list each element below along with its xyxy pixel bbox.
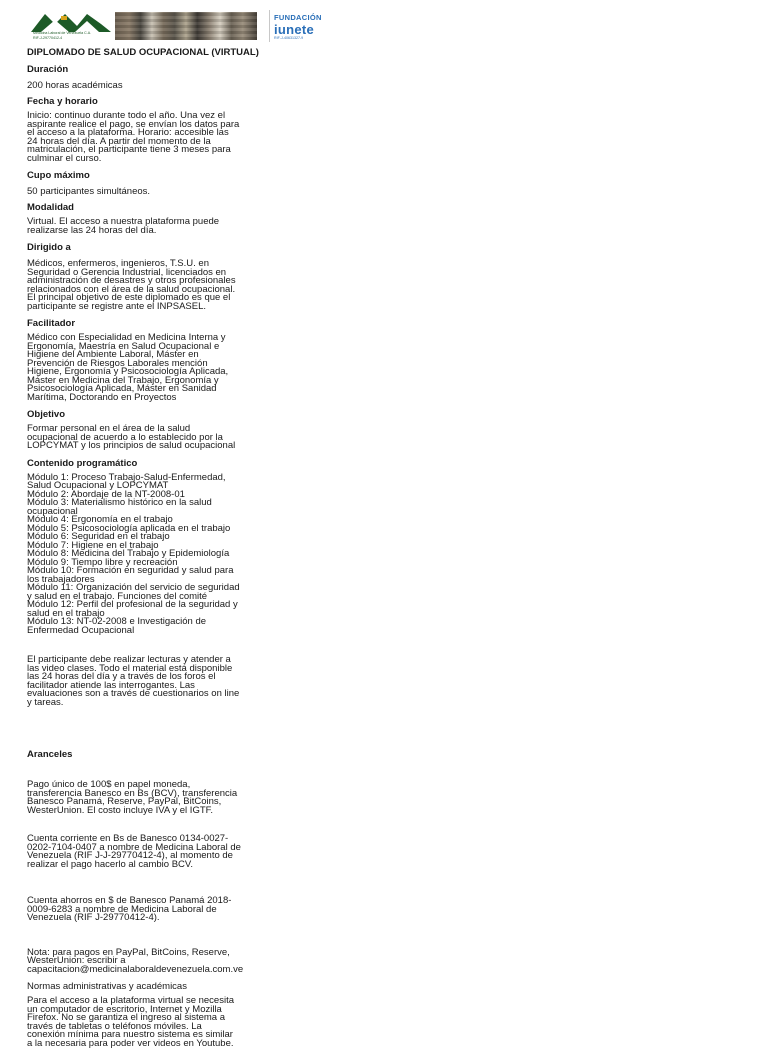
logo-rif: RIF-J-29770412-4 bbox=[33, 36, 63, 40]
header-photo bbox=[115, 12, 257, 40]
facilitador-text bbox=[27, 334, 312, 402]
text-line: transferencia Banesco en Bs (BCV), transferencia bbox=[27, 787, 238, 799]
text-line: conexión mínima para nuestro sistema es similar bbox=[27, 1029, 233, 1040]
text-line: Higiene del Ambiente Laboral, Máster en bbox=[27, 349, 199, 360]
fecha-text bbox=[27, 112, 312, 163]
text-line: 0009-6283 a nombre de Medicina Laboral de bbox=[27, 903, 217, 915]
module-line: Módulo 3: Materialismo histórico en la salud bbox=[27, 497, 212, 508]
heading-cupo: Cupo máximo bbox=[27, 170, 90, 181]
module-line: Salud Ocupacional y LOPCYMAT bbox=[27, 480, 169, 491]
cupo-text: 50 participantes simultáneos. bbox=[27, 186, 151, 197]
text-line: Virtual. El acceso a nuestra plataforma puede bbox=[27, 216, 220, 227]
text-line: través de tabletas o teléfonos móviles. La bbox=[27, 1020, 202, 1032]
text-line: Para el acceso a la plataforma virtual se necesita bbox=[27, 995, 234, 1006]
email-text: capacitacion@medicinalaboraldevenezuela.com.ve bbox=[27, 963, 244, 975]
module-line: Módulo 8: Medicina del Trabajo y Epidemiología bbox=[27, 548, 230, 559]
text-line: Pago único de 100$ en papel moneda, bbox=[27, 779, 191, 790]
mountain-logo-icon bbox=[31, 12, 111, 32]
text-line: Cuenta ahorros en $ de Banesco Panamá 2018- bbox=[27, 895, 232, 906]
text-line: evaluaciones son a través de cuestionarios on line bbox=[27, 688, 240, 699]
text-line: participante se registre ante el INPSASEL. bbox=[27, 300, 207, 312]
module-line: Módulo 1: Proceso Trabajo-Salud-Enfermedad, bbox=[27, 471, 226, 483]
text-line: Venezuela (RIF J-J-29770412-4), al momento de bbox=[27, 850, 233, 861]
objetivo-text bbox=[27, 425, 312, 451]
text-line: Psicosociología Aplicada, Máster en Sanidad bbox=[27, 383, 217, 394]
text-line: Firefox. No se garantiza el ingreso al sistema a bbox=[27, 1012, 226, 1023]
heading-facilitador: Facilitador bbox=[27, 318, 76, 329]
text-line: administración de desastres y otros profesionales bbox=[27, 275, 236, 286]
participante-text bbox=[27, 656, 312, 707]
module-line: los trabajadores bbox=[27, 573, 95, 585]
dirigido-text bbox=[27, 260, 312, 311]
text-line: Formar personal en el área de la salud bbox=[27, 423, 191, 434]
text-line: Prevención de Riesgos Laborales mención bbox=[27, 357, 208, 369]
text-line: Venezuela (RIF J-29770412-4). bbox=[27, 912, 160, 923]
text-line: y tareas. bbox=[27, 696, 64, 708]
text-line: culminar el curso. bbox=[27, 152, 102, 164]
module-line: Enfermedad Ocupacional bbox=[27, 624, 135, 636]
text-line: facilitador atiende las interrogantes. Las bbox=[27, 679, 195, 691]
text-line: Banesco Panamá, Reserve, PayPal, BitCoins, bbox=[27, 796, 222, 807]
pago-text bbox=[27, 781, 312, 815]
module-line: Módulo 11: Organización del servicio de seguridad bbox=[27, 582, 240, 593]
text-line: el acceso a la plataforma. Horario: accesible las bbox=[27, 127, 229, 138]
heading-contenido: Contenido programático bbox=[27, 457, 138, 469]
module-line: Módulo 13: NT-02-2008 e Investigación de bbox=[27, 616, 207, 627]
contenido-list bbox=[27, 471, 312, 636]
module-line: Módulo 7: Higiene en el trabajo bbox=[27, 539, 159, 551]
text-line: Higiene, Ergonomía y Psicosociología Aplicada, bbox=[27, 366, 229, 377]
module-line: Módulo 9: Tiempo libre y recreación bbox=[27, 556, 178, 568]
text-line: las video clases. Todo el material está disponible bbox=[27, 662, 233, 674]
text-line: las 24 horas del día y a través de los foros el bbox=[27, 671, 216, 682]
text-line: Cuenta corriente en Bs de Banesco 0134-0027- bbox=[27, 833, 229, 844]
module-line: Módulo 4: Ergonomía en el trabajo bbox=[27, 514, 173, 525]
module-line: y salud en el trabajo. Funciones del comité bbox=[27, 590, 208, 602]
module-line: salud en el trabajo bbox=[27, 607, 105, 619]
module-line: Módulo 5: Psicosociología aplicada en el trabajo bbox=[27, 522, 231, 534]
heading-duracion: Duración bbox=[27, 64, 69, 75]
text-line: ocupacional de acuerdo a lo establecido por la bbox=[27, 431, 223, 443]
text-line: 24 horas del día. A partir del momento de la bbox=[27, 135, 211, 147]
module-line: ocupacional bbox=[27, 505, 78, 517]
text-line: a la necesaria para poder ver videos en Youtube. bbox=[27, 1037, 234, 1049]
text-line: Ergonomía, Maestría en Salud Ocupacional e bbox=[27, 340, 220, 352]
text-line: un computador de escritorio, Internet y Mozilla bbox=[27, 1003, 222, 1015]
text-line: realizarse las 24 horas del día. bbox=[27, 224, 157, 236]
cuenta-ahorros-text bbox=[27, 897, 312, 923]
text-line: Médicos, enfermeros, ingenieros, T.S.U. en bbox=[27, 258, 209, 269]
iunete-label: iunete bbox=[274, 21, 315, 37]
text-line: LOPCYMAT y los principios de salud ocupacional bbox=[27, 440, 236, 451]
heading-aranceles: Aranceles bbox=[27, 749, 73, 760]
text-line: WesterUnion. El costo incluye IVA y el IGTF. bbox=[27, 804, 214, 816]
text-line: El participante debe realizar lecturas y atender a bbox=[27, 654, 231, 665]
cuenta-corriente-text bbox=[27, 835, 312, 869]
iunete-rif: RIF-J-40631327-9 bbox=[274, 35, 304, 40]
normas-text bbox=[27, 997, 312, 1048]
text-line: matriculación, el participante tiene 3 meses para bbox=[27, 144, 231, 155]
text-line: 0202-7104-0407 a nombre de Medicina Laboral de bbox=[27, 841, 241, 853]
fundacion-label: FUNDACIÓN bbox=[274, 13, 322, 22]
nota-text bbox=[27, 946, 312, 975]
document-header bbox=[27, 8, 322, 44]
text-line: aspirante realice el pago, se envían los datos para bbox=[27, 118, 240, 130]
document bbox=[27, 8, 322, 1049]
text-line: Máster en Medicina del Trabajo, Ergonomía y bbox=[27, 374, 219, 386]
logo-caption: Medicina Laboral de Venezuela C.A. bbox=[33, 31, 92, 35]
text-line: El principal objetivo de este diplomado es que el bbox=[27, 292, 231, 303]
module-line: Módulo 6: Seguridad en el trabajo bbox=[27, 531, 170, 542]
heading-objetivo: Objetivo bbox=[27, 409, 66, 420]
heading-modalidad: Modalidad bbox=[27, 202, 74, 213]
module-line: Módulo 2: Abordaje de la NT-2008-01 bbox=[27, 488, 185, 500]
text-line: WesterUnion: escribir a bbox=[27, 955, 126, 966]
text-line: Inicio: continuo durante todo el año. Una vez el bbox=[27, 110, 226, 121]
heading-dirigido: Dirigido a bbox=[27, 242, 71, 253]
module-line: Módulo 10: Formación en seguridad y salud para bbox=[27, 565, 234, 576]
medicina-laboral-logo bbox=[31, 12, 111, 42]
fundacion-iunete-logo bbox=[269, 10, 334, 42]
page-title: DIPLOMADO DE SALUD OCUPACIONAL (VIRTUAL) bbox=[27, 47, 259, 58]
text-line: Seguridad o Gerencia Industrial, licenciados en bbox=[27, 266, 227, 278]
text-line: relacionados con el área de la salud ocupacional. bbox=[27, 283, 236, 295]
modalidad-text bbox=[27, 218, 312, 235]
heading-fecha: Fecha y horario bbox=[27, 96, 98, 107]
module-line: Módulo 12: Perfil del profesional de la seguridad y bbox=[27, 599, 238, 610]
heading-normas: Normas administrativas y académicas bbox=[27, 981, 187, 992]
text-line: Marítima, Doctorando en Proyectos bbox=[27, 391, 177, 403]
text-line: Nota: para pagos en PayPal, BitCoins, Reserve, bbox=[27, 946, 230, 958]
text-line: Médico con Especialidad en Medicina Interna y bbox=[27, 332, 226, 343]
text-line: realizar el pago hacerlo al cambio BCV. bbox=[27, 858, 193, 870]
duracion-text: 200 horas académicas bbox=[27, 80, 123, 91]
